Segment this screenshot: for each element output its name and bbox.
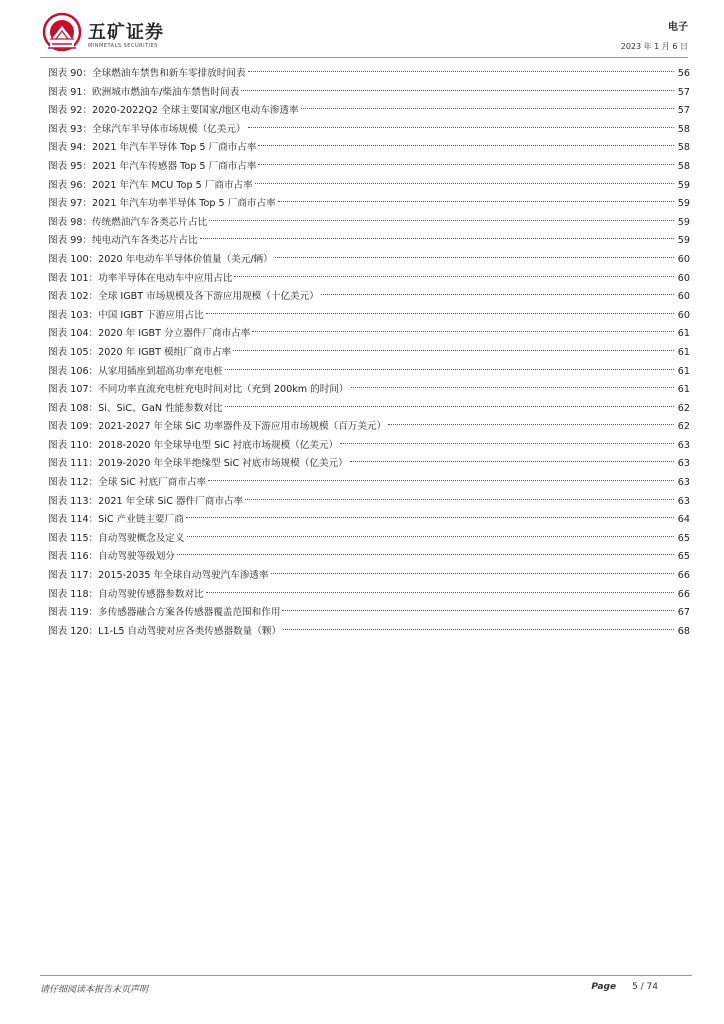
toc-leader-dots <box>187 536 675 537</box>
toc-leader-dots <box>258 145 674 146</box>
toc-entry[interactable] <box>48 418 690 437</box>
toc-entry-label: 图表 109：2021-2027 年全球 SiC 功率器件及下游应用市场规模（百万美元） <box>48 421 387 433</box>
toc-entry[interactable] <box>48 288 690 307</box>
toc-leader-dots <box>271 573 674 574</box>
toc-leader-dots <box>241 90 674 91</box>
toc-leader-dots <box>278 201 674 202</box>
toc-leader-dots <box>209 220 674 221</box>
toc-entry[interactable] <box>48 567 690 586</box>
toc-entry-label: 图表 105：2020 年 IGBT 模组厂商市占率 <box>48 346 232 358</box>
toc-entry[interactable] <box>48 270 690 289</box>
toc-entry-page: 65 <box>677 551 690 563</box>
toc-entry-label: 图表 113：2021 年全球 SiC 器件厂商市占率 <box>48 495 244 507</box>
toc-entry-label: 图表 92：2020-2022Q2 全球主要国家/地区电动车渗透率 <box>48 105 299 117</box>
toc-entry[interactable] <box>48 400 690 419</box>
toc-entry-label: 图表 116：自动驾驶等级划分 <box>48 551 175 563</box>
toc-leader-dots <box>340 443 674 444</box>
toc-entry-page: 59 <box>677 198 690 210</box>
toc-entry-label: 图表 90：全球燃油车禁售和新车零排放时间表 <box>48 68 246 79</box>
toc-entry-label: 图表 103：中国 IGBT 下游应用占比 <box>48 309 204 321</box>
toc-entry[interactable] <box>48 214 690 233</box>
toc-entry-page: 59 <box>677 179 690 191</box>
toc-leader-dots <box>351 387 674 388</box>
toc-leader-dots <box>350 461 674 462</box>
toc-entry-page: 58 <box>677 123 690 135</box>
toc-entry[interactable] <box>48 325 690 344</box>
toc-entry-page: 59 <box>677 235 690 247</box>
toc-entry-label: 图表 98：传统燃油汽车各类芯片占比 <box>48 216 208 228</box>
toc-entry-label: 图表 102：全球 IGBT 市场规模及各下游应用规模（十亿美元） <box>48 291 319 303</box>
toc-entry[interactable] <box>48 586 690 605</box>
toc-entry-page: 65 <box>677 532 690 544</box>
toc-entry-label: 图表 115：自动驾驶概念及定义 <box>48 532 185 544</box>
footer-disclaimer: 请仔细阅读本报告末页声明 <box>40 985 149 995</box>
toc-entry[interactable] <box>48 381 690 400</box>
toc-entry-label: 图表 91：欧洲城市燃油车/柴油车禁售时间表 <box>48 86 240 98</box>
toc-entry[interactable] <box>48 102 690 121</box>
toc-entry-label: 图表 111：2019-2020 年全球半绝缘型 SiC 衬底市场规模（亿美元） <box>48 458 348 470</box>
toc-entry-label: 图表 120：L1-L5 自动驾驶对应各类传感器数量（颗） <box>48 625 282 637</box>
toc-entry[interactable] <box>48 177 690 196</box>
toc-entry-label: 图表 108：Si、SiC、GaN 性能参数对比 <box>48 402 223 414</box>
toc-entry-page: 61 <box>677 365 690 377</box>
toc-entry[interactable] <box>48 84 690 103</box>
header-meta <box>621 18 688 52</box>
toc-entry[interactable] <box>48 493 690 512</box>
toc-entry-label: 图表 110：2018-2020 年全球导电型 SiC 衬底市场规模（亿美元） <box>48 439 339 451</box>
toc-entry-page: 61 <box>677 384 690 396</box>
toc-entry-page: 60 <box>677 291 690 303</box>
toc-entry[interactable] <box>48 158 690 177</box>
toc-leader-dots <box>282 610 674 611</box>
toc-entry-page: 66 <box>677 588 690 600</box>
toc-entry-label: 图表 112：全球 SiC 衬底厂商市占率 <box>48 477 207 489</box>
toc-entry-page: 57 <box>677 105 690 117</box>
report-date: 2023 年 1 月 6 日 <box>620 42 688 51</box>
toc-leader-dots <box>225 406 674 407</box>
logo-text-en: MINMETALS SECURITIES <box>88 43 158 49</box>
toc-entry-label: 图表 93：全球汽车半导体市场规模（亿美元） <box>48 123 246 135</box>
toc-entry-page: 58 <box>677 142 690 154</box>
toc-entry-page: 60 <box>677 272 690 284</box>
toc-entry-page: 61 <box>677 346 690 358</box>
figure-index-list <box>48 65 690 641</box>
toc-leader-dots <box>388 424 674 425</box>
toc-entry-label: 图表 95：2021 年汽车传感器 Top 5 厂商市占率 <box>48 160 257 172</box>
toc-entry-page: 57 <box>677 86 690 98</box>
toc-entry-label: 图表 104：2020 年 IGBT 分立器件厂商市占率 <box>48 328 251 340</box>
toc-entry[interactable] <box>48 511 690 530</box>
toc-entry-page: 68 <box>677 625 690 637</box>
page-indicator <box>591 982 658 992</box>
page-number: 5 / 74 <box>632 982 658 992</box>
toc-leader-dots <box>177 554 674 555</box>
toc-entry-page: 59 <box>677 216 690 228</box>
toc-entry-page: 63 <box>677 477 690 489</box>
toc-entry-page: 66 <box>677 570 690 582</box>
footer-divider <box>40 975 692 976</box>
toc-leader-dots <box>283 629 674 630</box>
toc-leader-dots <box>233 350 674 351</box>
toc-entry[interactable] <box>48 65 690 84</box>
toc-entry-label: 图表 94：2021 年汽车半导体 Top 5 厂商市占率 <box>48 142 257 154</box>
toc-entry-page: 67 <box>677 607 690 619</box>
toc-leader-dots <box>200 238 674 239</box>
toc-entry-page: 63 <box>677 495 690 507</box>
toc-entry-page: 63 <box>677 458 690 470</box>
toc-entry-label: 图表 119：多传感器融合方案各传感器覆盖范围和作用 <box>48 607 281 619</box>
toc-entry-page: 60 <box>677 253 690 265</box>
toc-entry-label: 图表 101：功率半导体在电动车中应用占比 <box>48 272 233 284</box>
page-word: Page <box>591 982 617 992</box>
toc-entry[interactable] <box>48 344 690 363</box>
toc-leader-dots <box>225 369 674 370</box>
toc-entry-page: 64 <box>677 514 690 526</box>
toc-entry-label: 图表 107：不同功率直流充电桩充电时间对比（充到 200km 的时间） <box>48 384 349 396</box>
toc-entry[interactable] <box>48 455 690 474</box>
toc-entry-page: 58 <box>677 160 690 172</box>
toc-leader-dots <box>206 592 674 593</box>
toc-entry[interactable] <box>48 121 690 140</box>
toc-entry-label: 图表 118：自动驾驶传感器参数对比 <box>48 588 204 600</box>
toc-leader-dots <box>245 499 674 500</box>
toc-entry[interactable] <box>48 623 690 642</box>
toc-entry[interactable] <box>48 437 690 456</box>
toc-entry[interactable] <box>48 307 690 326</box>
toc-entry-label: 图表 99：纯电动汽车各类芯片占比 <box>48 235 198 247</box>
toc-entry-page: 61 <box>677 328 690 340</box>
toc-entry-page: 60 <box>677 309 690 321</box>
toc-entry-page: 63 <box>677 439 690 451</box>
toc-leader-dots <box>248 71 674 72</box>
toc-entry[interactable] <box>48 530 690 549</box>
sector-label: 电子 <box>668 22 688 33</box>
toc-entry-page: 62 <box>677 402 690 414</box>
logo-text-cn: 五矿证券 <box>88 22 164 43</box>
toc-leader-dots <box>301 108 674 109</box>
toc-entry[interactable] <box>48 251 690 270</box>
toc-leader-dots <box>186 517 674 518</box>
toc-entry-label: 图表 97：2021 年汽车功率半导体 Top 5 厂商市占率 <box>48 198 276 210</box>
toc-entry-label: 图表 114：SiC 产业链主要厂商 <box>48 514 184 526</box>
toc-leader-dots <box>252 331 674 332</box>
toc-leader-dots <box>258 164 674 165</box>
toc-entry-page: 62 <box>677 421 690 433</box>
toc-leader-dots <box>255 183 674 184</box>
toc-leader-dots <box>206 313 674 314</box>
toc-entry-page: 56 <box>677 68 690 79</box>
toc-entry[interactable] <box>48 195 690 214</box>
header-divider <box>40 57 688 58</box>
toc-entry[interactable] <box>48 474 690 493</box>
toc-entry-label: 图表 106：从家用插座到超高功率充电桩 <box>48 365 223 377</box>
toc-entry[interactable] <box>48 604 690 623</box>
toc-leader-dots <box>208 480 674 481</box>
toc-entry[interactable] <box>48 548 690 567</box>
toc-entry-label: 图表 100：2020 年电动车半导体价值量（美元/辆） <box>48 253 273 265</box>
company-logo-icon <box>42 12 82 52</box>
toc-entry-label: 图表 96：2021 年汽车 MCU Top 5 厂商市占率 <box>48 179 253 191</box>
page-header <box>40 10 688 54</box>
toc-leader-dots <box>234 276 674 277</box>
toc-entry[interactable] <box>48 232 690 251</box>
toc-leader-dots <box>275 257 674 258</box>
toc-leader-dots <box>248 127 674 128</box>
toc-entry[interactable] <box>48 363 690 382</box>
toc-entry-label: 图表 117：2015-2035 年全球自动驾驶汽车渗透率 <box>48 570 269 582</box>
toc-entry[interactable] <box>48 139 690 158</box>
toc-leader-dots <box>321 294 674 295</box>
